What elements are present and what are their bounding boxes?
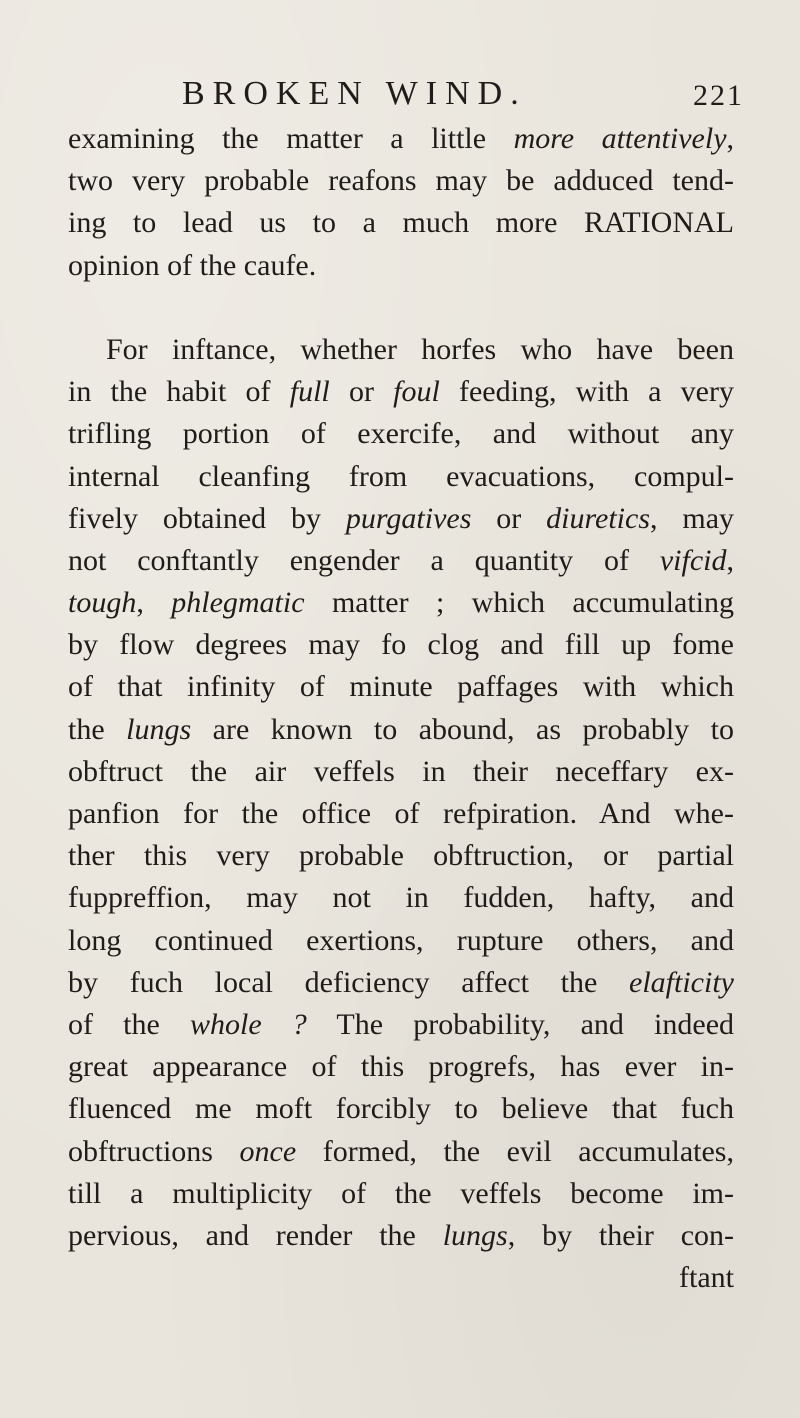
text-line [68,540,734,582]
running-head [0,72,800,116]
text-run: two very probable reafons may be adduced tend- [68,164,734,198]
text-line [68,582,734,624]
italic-text: vifcid [659,543,727,577]
text-run: , [726,543,734,577]
text-run: , [136,586,172,620]
text-line [68,751,734,793]
catchword: ftant [679,1261,734,1295]
text-line [68,920,734,962]
text-run: matter ; which accumulating [304,586,734,620]
italic-text: full [289,375,330,409]
text-line [68,877,734,919]
page-number: 221 [693,79,744,112]
italic-text: whole ? [189,1007,307,1041]
text-line [68,371,734,413]
paragraph-gap [68,287,734,329]
text-line [68,160,734,202]
text-run: by fuch local deficiency affect the [68,965,630,999]
paragraph [68,329,734,1257]
text-run: ther this very probable obftruction, or partial [68,839,734,873]
italic-text: lungs [126,712,192,746]
text-line [68,329,734,371]
running-head-title: BROKEN WIND. [182,75,527,112]
text-run: ing to lead us to a much more RATIONAL [68,206,734,240]
text-run: till a multiplicity of the veffels become im- [68,1176,734,1210]
text-run: opinion of the caufe. [68,248,317,282]
text-line [68,666,734,708]
italic-text: more attentively [513,122,727,155]
text-run: obftruct the air veffels in their neceffary ex- [68,754,734,788]
text-run: , by their con- [507,1218,734,1252]
text-run: , [726,122,735,155]
italic-text: tough [68,586,137,620]
text-run: feeding, with a very [439,375,734,409]
text-run: examining the matter a little [68,122,514,155]
italic-text: phlegmatic [171,586,305,620]
text-run: panfion for the office of refpiration. And whe- [68,797,734,830]
text-run: are known to abound, as probably to [191,712,734,746]
text-run: fuppreffion, may not in fudden, hafty, and [68,881,734,915]
text-run: The probability, and indeed [306,1007,735,1041]
text-run: by flow degrees may fo clog and fill up fome [68,628,734,662]
text-line [68,1131,734,1173]
paragraph [68,118,734,287]
italic-text: purgatives [345,501,472,535]
text-run: or [329,375,394,409]
text-line [68,456,734,498]
text-line [68,793,734,835]
italic-text: elafticity [629,965,734,999]
text-line [68,1004,734,1046]
text-run: of the [68,1007,190,1041]
italic-text: foul [393,375,440,409]
text-run: trifling portion of exercife, and without any [68,417,734,451]
text-run: fluenced me moft forcibly to believe that fuch [68,1092,734,1126]
text-run: the [68,712,127,746]
text-line [68,709,734,751]
text-run: For inftance, whether horfes who have been [106,332,734,366]
text-line [68,1046,734,1088]
text-line [68,498,734,540]
text-line [68,835,734,877]
text-line [68,245,734,287]
text-line [68,624,734,666]
text-run: great appearance of this progrefs, has ever in- [68,1050,734,1084]
body-text [68,118,734,1299]
text-run: fively obtained by [68,501,346,535]
italic-text: lungs [442,1218,508,1252]
italic-text: once [239,1134,297,1168]
text-run: , may [650,501,735,535]
text-run: obftructions [68,1134,240,1168]
text-run: or [471,501,547,535]
text-line [68,202,734,244]
text-run: in the habit of [68,375,290,409]
text-run: of that infinity of minute paffages with which [68,670,734,704]
italic-text: diuretics [546,501,650,535]
text-line [68,1173,734,1215]
text-run: pervious, and render the [68,1218,443,1252]
text-line [68,1215,734,1257]
text-run: formed, the evil accumulates, [296,1134,734,1168]
text-run: internal cleanfing from evacuations, compul- [68,459,734,493]
text-run: long continued exertions, rupture others, and [68,923,734,957]
text-line [68,962,734,1004]
text-line [68,1088,734,1130]
text-line [68,413,734,455]
text-line [68,118,734,160]
text-run: not conftantly engender a quantity of [68,543,660,577]
